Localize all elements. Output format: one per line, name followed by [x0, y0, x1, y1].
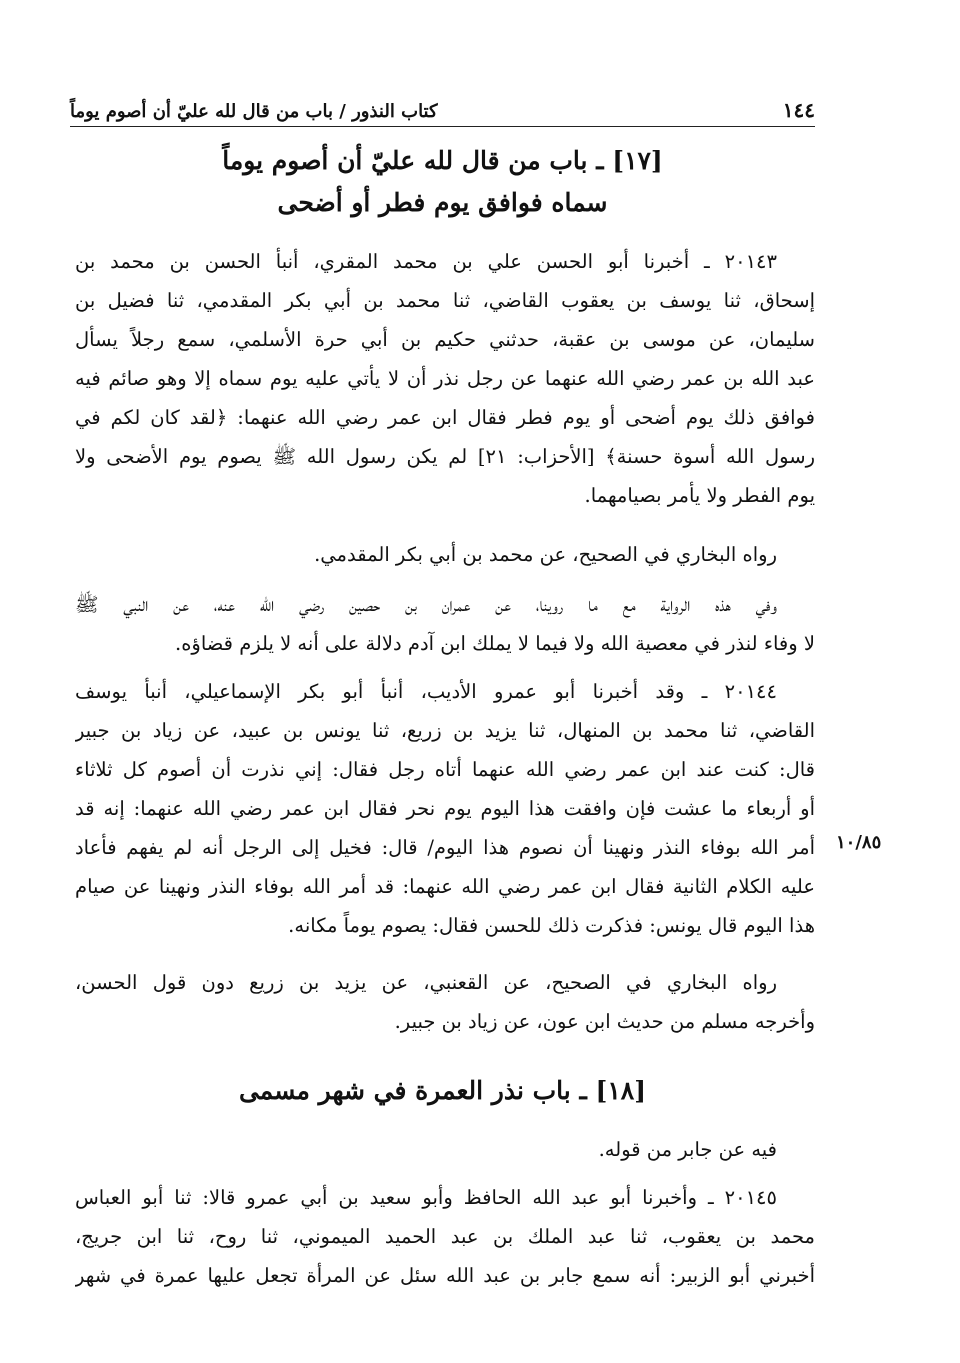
text-line: قال: كنت عند ابن عمر رضي الله عنهما أتاه رجل فقال: إني نذرت أن أصوم كل ثلاثاء: [75, 758, 815, 781]
page-number: ١٤٤: [782, 98, 815, 122]
text-line: عليه الكلام الثانية فقال ابن عمر رضي الله عنهما: قد أمر الله بوفاء النذر ونهينا عن صيام: [75, 875, 815, 898]
text-line: القاضي، ثنا محمد بن المنهال، ثنا يزيد بن زريع، ثنا يونس بن عبيد، عن زياد بن جبير: [75, 719, 815, 742]
chapter-17-title-line-2: سماه فوافق يوم فطر أو أضحى: [277, 188, 608, 217]
text-line: فيه عن جابر من قوله.: [598, 1138, 777, 1161]
text-line: رواه البخاري في الصحيح، عن محمد بن أبي بكر المقدمي.: [314, 543, 777, 566]
chapter-17-heading: [70, 140, 815, 224]
chapter-18-title-line-1: [١٨] ـ باب نذر العمرة في شهر مسمى: [238, 1076, 647, 1105]
jabir-note: [75, 1130, 815, 1169]
text-line: فوافق ذلك يوم أضحى أو يوم فطر فقال ابن عمر رضي الله عنهما: ﴿لقد كان لكم في: [75, 406, 815, 429]
hadith-20143: [75, 242, 815, 515]
bukhari-note-1: [75, 535, 815, 574]
text-line: ٢٠١٤٤ ـ وقد أخبرنا أبو عمرو الأديب، أنبأ أبو بكر الإسماعيلي، أنبأ يوسف: [75, 680, 777, 703]
text-line: سليمان، عن موسى بن عقبة، حدثني حكيم بن أبي حرة الأسلمي، سمع رجلاً يسأل: [75, 328, 815, 351]
hadith-20145: [75, 1178, 815, 1295]
hadith-20144: [75, 672, 815, 945]
text-line: لا وفاء لنذر في معصية الله ولا فيما لا يملك ابن آدم دلالة على أنه لا يلزم قضاؤه.: [175, 632, 815, 655]
text-line: وفي هذه الرواية مع ما روينا، عن عمران بن حصين رضي الله عنه، عن النبي ﷺ: [75, 593, 777, 616]
text-line: أخبرني أبو الزبير: أنه سمع جابر بن عبد الله سئل عن المرأة تجعل عليها عمرة في شهر: [75, 1264, 815, 1287]
text-line: ٢٠١٤٥ ـ وأخبرنا أبو عبد الله الحافظ وأبو سعيد بن أبي عمرو قالا: ثنا أبو العباس: [75, 1186, 777, 1209]
chapter-17-title-line-1: [١٧] ـ باب من قال لله عليّ أن أصوم يوماً: [222, 146, 663, 175]
text-line: عبد الله بن عمر رضي الله عنهما عن رجل نذر أن لا يأتي عليه يوم سماه إلا وهو صائم فيه: [75, 367, 815, 390]
bukhari-note-2: [75, 963, 815, 1041]
riwaya-note: [75, 585, 815, 663]
text-line: وأخرجه مسلم من حديث ابن عون، عن زياد بن جبير.: [394, 1010, 815, 1033]
text-line: محمد بن يعقوب، ثنا عبد الملك بن عبد الحميد الميموني، ثنا روح، ثنا ابن جريج،: [75, 1225, 815, 1248]
running-title: كتاب النذور / باب من قال لله عليّ أن أصوم يوماً: [70, 101, 438, 122]
chapter-18-heading: [70, 1070, 815, 1112]
text-line: ٢٠١٤٣ ـ أخبرنا أبو الحسن علي بن محمد المقري، أنبأ الحسن بن محمد بن: [75, 250, 777, 273]
text-line: رواه البخاري في الصحيح، عن القعنبي، عن يزيد بن زريع دون قول الحسن،: [75, 971, 777, 994]
text-line: هذا اليوم قال يونس: فذكرت ذلك للحسن فقال: يصوم يوماً مكانه.: [288, 914, 815, 937]
manuscript-folio-marker: ١٠/٨٥: [836, 832, 882, 853]
text-line: إسحاق، ثنا يوسف بن يعقوب القاضي، ثنا محمد بن أبي بكر المقدمي، ثنا فضيل بن: [75, 289, 815, 312]
text-line: أو أربعاء ما عشت فإن وافقت هذا اليوم يوم نحر فقال ابن عمر رضي الله عنهما: إنه قد: [75, 797, 815, 820]
running-header: [70, 88, 815, 127]
text-line: أمر الله بوفاء النذر ونهينا أن نصوم هذا اليوم/ قال: فخيل إلى الرجل أنه لم يفهم فأعاد: [75, 836, 815, 859]
text-line: رسول الله أسوة حسنة﴾ [الأحزاب: ٢١] لم يكن رسول الله ﷺ يصوم يوم الأضحى ولا: [75, 445, 815, 468]
text-line: يوم الفطر ولا يأمر بصيامهما.: [584, 484, 815, 507]
